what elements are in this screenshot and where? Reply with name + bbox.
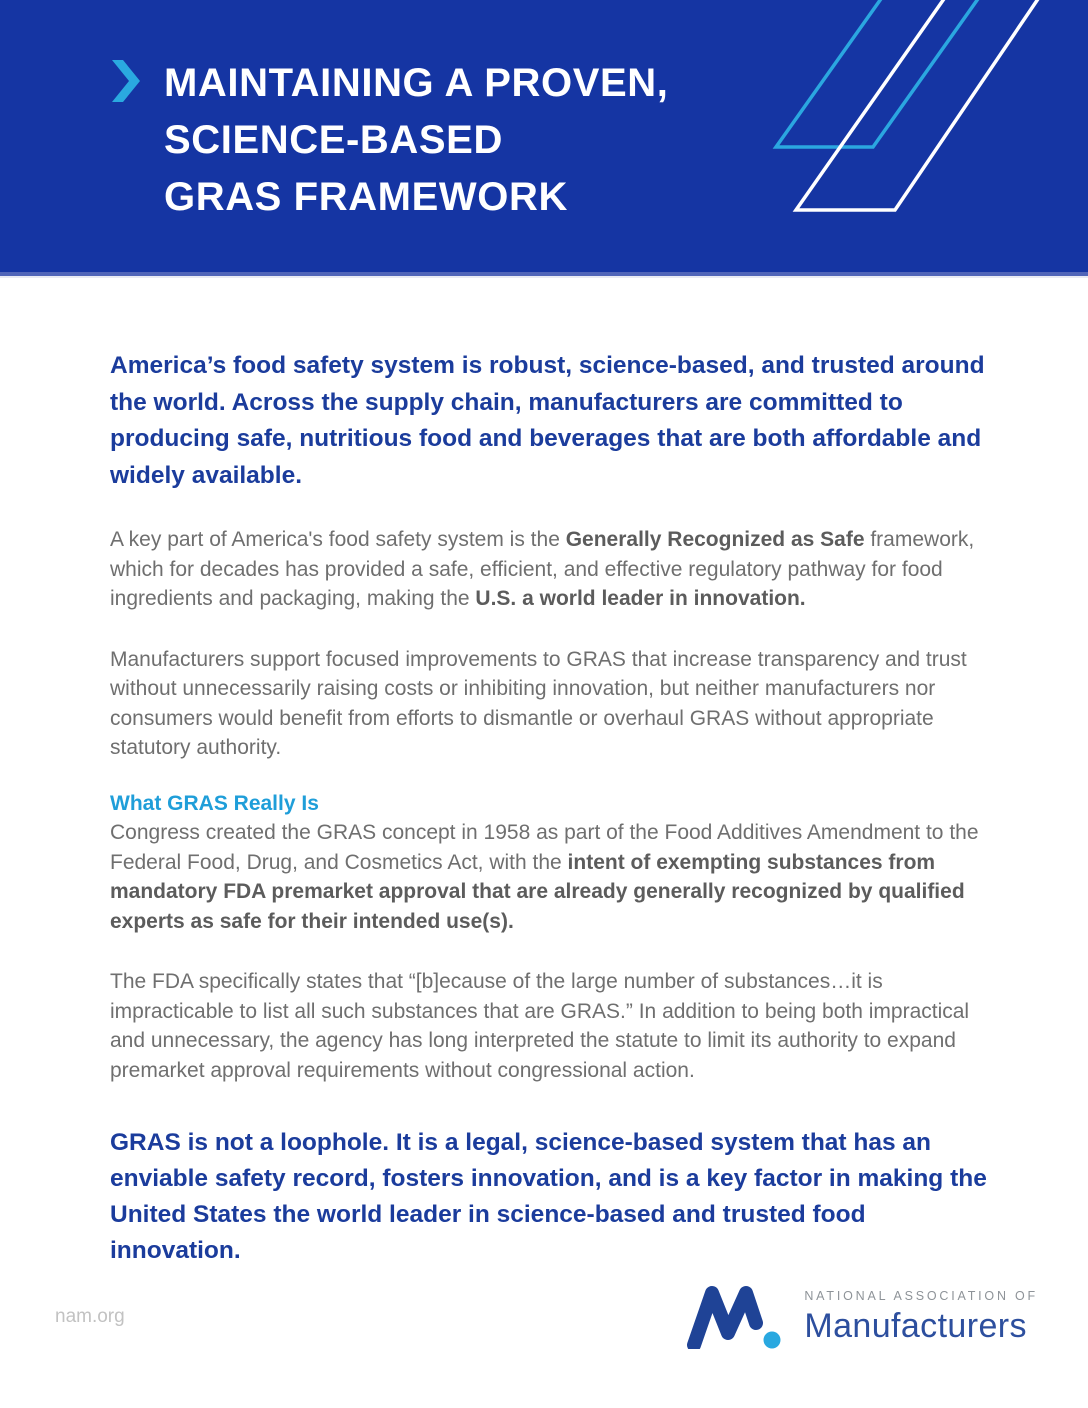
text-segment: intent of exempting substances from mandatory FDA premarket approval that are already generally recognized by qualified experts as safe for their intended use(s). — [110, 850, 965, 933]
text-segment: A key part of America's food safety system is the — [110, 528, 566, 551]
document-body — [0, 348, 990, 1269]
text-segment: Generally Recognized as Safe — [565, 528, 865, 551]
nam-logo-text — [804, 1289, 1038, 1346]
section-heading-what-gras-really-is: What GRAS Really Is — [110, 791, 319, 815]
logo-dot-icon — [764, 1332, 781, 1349]
text-segment: The FDA specifically states that “[b]ecause of the large number of substances…it is impracticable to list all such substances that are GRAS.” In addition to being both impractical and unnecessary, the agency has long interpreted the statute to limit its authority to expand premarket approval requirements without congressional action. — [110, 970, 970, 1082]
logo-wordmark: Manufacturers — [804, 1306, 1027, 1345]
nam-monogram-icon — [686, 1285, 790, 1349]
cyan-stripe-outline-icon — [776, 0, 980, 147]
diagonal-stripes-decoration — [768, 0, 1040, 214]
paragraph-fda-states — [110, 967, 990, 1085]
text-segment: framework, which for decades has provided a safe, efficient, and effective regulatory pathway for food ingredients and packaging, making the — [110, 528, 975, 610]
chevron-icon — [112, 60, 142, 226]
title-line-3: GRAS FRAMEWORK — [164, 175, 568, 219]
intro-statement: America’s food safety system is robust, science-based, and trusted around the world. Across the supply chain, manufacturers are committed to producing safe, nutritious food and beverages that are both affordable and widely available. — [110, 352, 985, 489]
text-segment: U.S. a world leader in innovation. — [475, 587, 806, 610]
nam-logo — [686, 1285, 1038, 1349]
footer — [0, 1285, 1088, 1349]
title-line-2: SCIENCE-BASED — [164, 118, 503, 162]
page-title — [164, 55, 668, 226]
header-banner — [0, 0, 1088, 276]
title-line-1: MAINTAINING A PROVEN, — [164, 61, 669, 105]
banner-bottom-divider — [0, 276, 1088, 278]
paragraph-congress-created — [110, 818, 990, 936]
closing-statement: GRAS is not a loophole. It is a legal, science-based system that has an enviable safety record, fosters innovation, and is a key factor in making the United States the world leader in science-based and trusted food innovation. — [110, 1129, 987, 1264]
paragraph-gras-framework — [110, 525, 990, 614]
text-segment: Congress created the GRAS concept in 1958 as part of the Food Additives Amendment to the Federal Food, Drug, and Cosmetics Act, with the — [110, 821, 979, 874]
paragraph-manufacturers-support — [110, 645, 990, 763]
white-stripe-outline-icon — [796, 0, 1040, 210]
logo-tagline: NATIONAL ASSOCIATION OF — [804, 1288, 1038, 1303]
banner-content — [112, 55, 668, 226]
nam-org-link[interactable]: nam.org — [55, 1306, 125, 1327]
text-segment: Manufacturers support focused improvements to GRAS that increase transparency and trust without unnecessarily raising costs or inhibiting innovation, but neither manufacturers nor consumers would benefit from efforts to dismantle or overhaul GRAS without appropriate statutory authority. — [110, 647, 967, 759]
